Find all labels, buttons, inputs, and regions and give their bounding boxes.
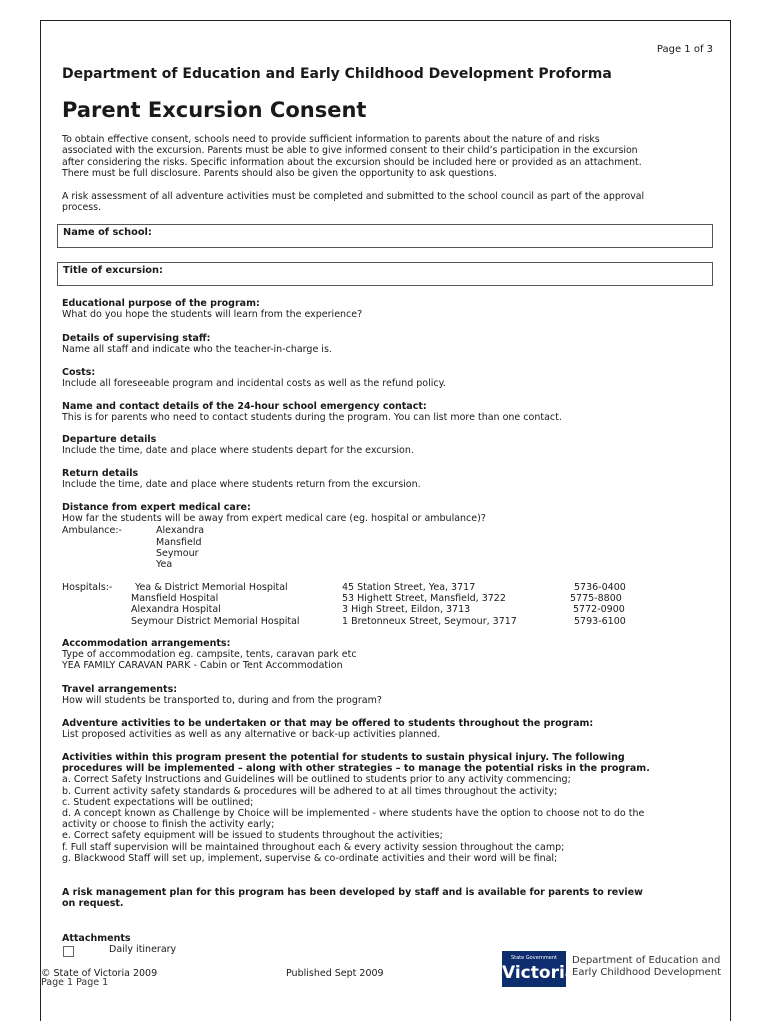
section-adventure-activities [62,718,722,740]
section-description: List proposed activities as well as any alternative or back-up activities planned. [62,729,441,741]
risk-note-line: A risk assessment of all adventure activities must be completed and submitted to the school council as part of the approval [62,191,645,202]
section-heading: Travel arrangements: [62,684,178,695]
hospital-name: Yea & District Memorial Hospital [135,582,288,593]
hospitals-label: Hospitals:- [62,582,113,593]
intro-paragraph [62,134,712,179]
risk-heading-line: Activities within this program present the potential for students to sustain physical injury. The following [62,752,625,763]
risk-procedure-item: activity or choose to finish the activity early; [62,819,275,831]
copyright-notice: © State of Victoria 2009 [41,968,158,979]
section-purpose [62,298,722,320]
ambulance-place: Seymour [156,548,199,559]
section-description: Include the time, date and place where students depart for the excursion. [62,445,414,457]
section-description: Name all staff and indicate who the teacher-in-charge is. [62,344,332,356]
section-description: This is for parents who need to contact students during the program. You can list more than one contact. [62,412,562,424]
hospital-address: 45 Station Street, Yea, 3717 [342,582,476,593]
hospital-address: 3 High Street, Eildon, 3713 [342,604,471,615]
section-departure [62,434,722,456]
risk-note-line: process. [62,202,102,214]
risk-procedure-item: a. Correct Safety Instructions and Guidelines will be outlined to students prior to any activity commencing; [62,774,571,786]
section-emergency-contact [62,401,722,423]
section-staff [62,333,722,355]
footer-page-label: Page 1 Page 1 [41,977,109,988]
victoria-logo [502,951,727,987]
ambulance-label: Ambulance:- [62,525,122,536]
excursion-title-field[interactable]: Title of excursion: [57,262,713,286]
hospital-phone: 5793-6100 [574,616,626,627]
section-heading: Departure details [62,434,157,445]
intro-line: associated with the excursion. Parents must be able to give informed consent to their child’s participation in the excursion [62,145,638,157]
logo-department-text [572,955,721,979]
section-risk-procedures [62,752,722,864]
ambulance-place: Alexandra [156,525,205,536]
section-heading: Costs: [62,367,96,378]
section-accommodation [62,638,722,672]
ambulance-place: Yea [156,559,173,570]
school-name-field[interactable]: Name of school: [57,224,713,248]
section-heading: Return details [62,468,139,479]
logo-small-text: State Government [510,955,557,961]
risk-procedure-item: f. Full staff supervision will be maintained throughout each & every activity session throughout the camp; [62,841,565,853]
section-heading: Accommodation arrangements: [62,638,231,649]
section-description: Include the time, date and place where students return from the excursion. [62,479,421,491]
section-distance-medical [62,502,722,524]
section-travel [62,684,722,706]
section-heading: Name and contact details of the 24-hour school emergency contact: [62,401,427,412]
daily-itinerary-checkbox[interactable] [63,946,74,957]
logo-line: Early Childhood Development [572,967,722,978]
section-heading: Details of supervising staff: [62,333,211,344]
victoria-logo-mark [502,951,577,987]
section-description: What do you hope the students will learn from the experience? [62,309,363,321]
hospital-address: 1 Bretonneux Street, Seymour, 3717 [342,616,517,627]
hospital-phone: 5775-8800 [570,593,622,604]
risk-plan-line: on request. [62,898,124,910]
published-date: Published Sept 2009 [286,968,384,979]
hospital-name: Mansfield Hospital [131,593,219,604]
ambulance-place: Mansfield [156,537,202,548]
hospital-name: Alexandra Hospital [131,604,221,615]
risk-procedure-item: b. Current activity safety standards & procedures will be adhered to at all times throughout the activity; [62,785,558,797]
logo-line: Department of Education and [572,955,721,966]
page-number: Page 1 of 3 [656,44,713,55]
section-costs [62,367,722,389]
hospital-phone: 5736-0400 [574,582,626,593]
hospital-name: Seymour District Memorial Hospital [131,616,300,627]
section-description: Include all foreseeable program and incidental costs as well as the refund policy. [62,378,446,390]
intro-line: There must be full disclosure. Parents should also be given the opportunity to ask questions. [62,167,497,179]
risk-management-plan [62,887,722,909]
document-page [40,20,731,1021]
section-description: How far the students will be away from expert medical care (eg. hospital or ambulance)? [62,513,486,525]
intro-line: To obtain effective consent, schools need to provide sufficient information to parents about the nature of and risks [62,134,600,145]
risk-plan-line: A risk management plan for this program has been developed by staff and is available for parents to review [62,887,643,898]
risk-procedure-item: e. Correct safety equipment will be issued to students throughout the activities; [62,830,443,842]
department-title: Department of Education and Early Childhood Development Proforma [62,66,612,82]
risk-procedure-item: c. Student expectations will be outlined; [62,796,254,808]
section-heading: Distance from expert medical care: [62,502,251,513]
risk-assessment-note [62,191,712,214]
attachments-heading: Attachments [62,933,131,944]
hospital-phone: 5772-0900 [573,604,625,615]
accommodation-detail: YEA FAMILY CARAVAN PARK - Cabin or Tent Accommodation [62,660,343,672]
intro-line: after considering the risks. Specific information about the excursion should be included here or provided as an attachment. [62,156,642,168]
form-title: Parent Excursion Consent [62,98,367,122]
section-description: How will students be transported to, during and from the program? [62,695,382,707]
section-heading: Educational purpose of the program: [62,298,260,309]
daily-itinerary-label: Daily itinerary [109,944,177,955]
risk-heading-line: procedures will be implemented – along with other strategies – to manage the potential risks in the program. [62,763,650,775]
section-heading: Adventure activities to be undertaken or that may be offered to students throughout the program: [62,718,594,729]
risk-procedure-item: d. A concept known as Challenge by Choice will be implemented - where students have the option to choose not to do the [62,808,645,820]
risk-procedure-item: g. Blackwood Staff will set up, implement, supervise & co-ordinate activities and their word will be final; [62,852,558,864]
logo-word: Victoria [502,963,577,983]
section-return [62,468,722,490]
hospital-address: 53 Highett Street, Mansfield, 3722 [342,593,506,604]
section-description: Type of accommodation eg. campsite, tents, caravan park etc [62,649,357,661]
